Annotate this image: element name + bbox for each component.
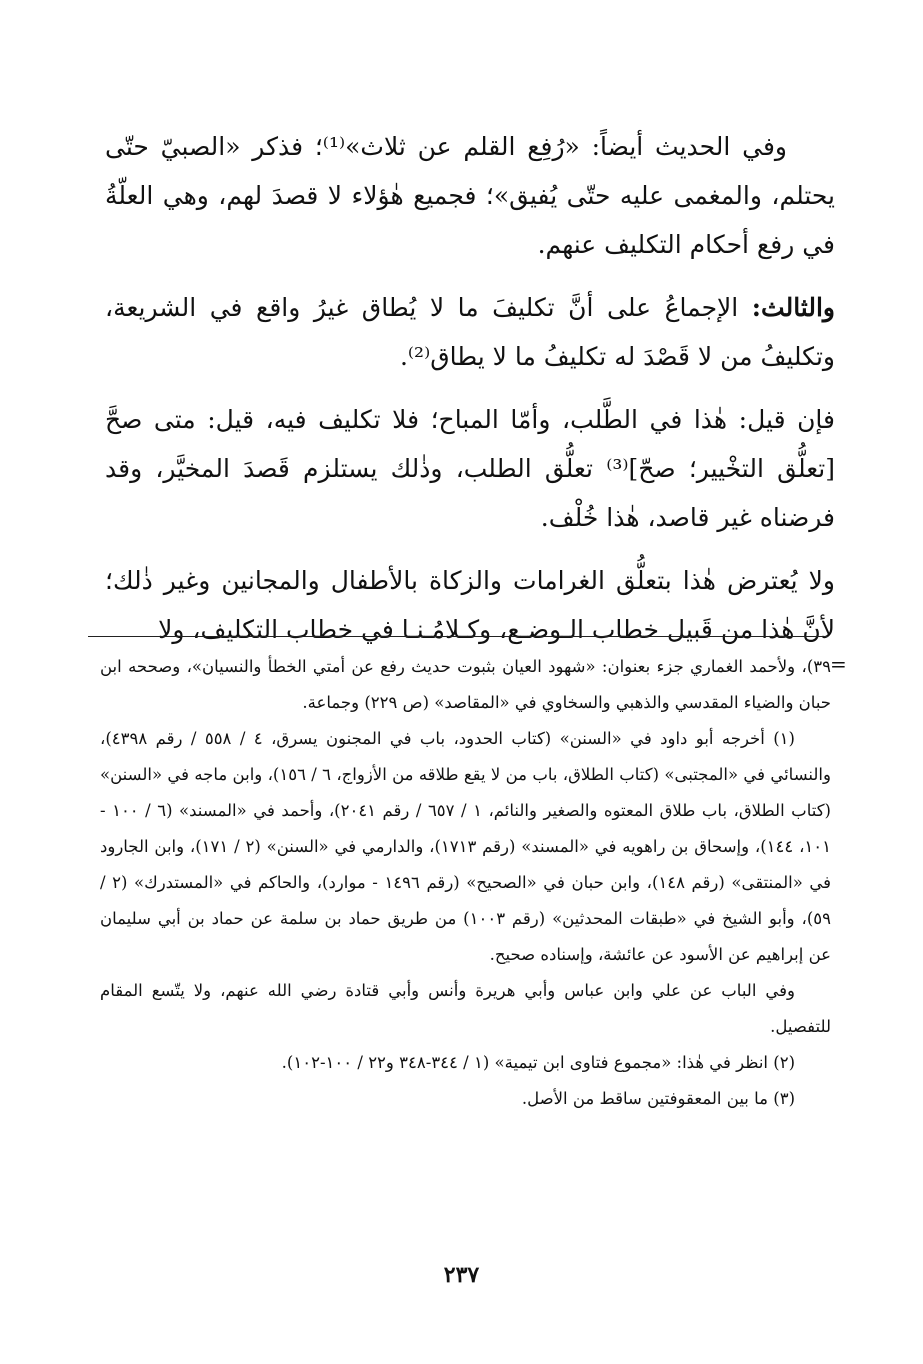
footnote-separator xyxy=(88,636,828,637)
paragraph-4: ولا يُعترض هٰذا بتعلُّق الغرامات والزكاة بالأطفال والمجانين وغير ذٰلك؛ لأنَّ هٰذا من قَبيل خطاب الـوضـع، وكـلامُـنـا في خطاب التكليف، ولا xyxy=(105,566,835,644)
footnotes xyxy=(100,649,831,1117)
paragraph-3: فإن قيل: هٰذا في الطَّلب، وأمّا المباح؛ فلا تكليف فيه، قيل: متى صحَّ [تعلُّق التخْيير؛ صحّ]⁽³⁾ تعلُّق الطلب، وذٰلك يستلزم قَصدَ المخيَّر، وقد فرضناه غير قاصد، هٰذا خُلْف. xyxy=(105,405,835,532)
footnote-1-extra: وفي الباب عن علي وابن عباس وأبي هريرة وأنس وأبي قتادة رضي الله عنهم، ولا يتّسع المقام للتفصيل. xyxy=(100,981,831,1036)
footnote-1: (١) أخرجه أبو داود في «السنن» (كتاب الحدود، باب في المجنون يسرق، ٤ / ٥٥٨ / رقم ٤٣٩٨)، والنسائي في «المجتبى» (كتاب الطلاق، باب من لا يقع طلاقه من الأزواج، ٦ / ١٥٦)، وابن ماجه في «السنن» (كتاب الطلاق، باب طلاق المعتوه والصغير والنائم، ١ / ٦٥٧ / رقم ٢٠٤١)، وأحمد في «المسند» (٦ / ١٠٠ - ١٠١، ١٤٤)، وإسحاق بن راهويه في «المسند» (رقم ١٧١٣)، والدارمي في «السنن» (٢ / ١٧١)، وابن الجارود في «المنتقى» (رقم ١٤٨)، وابن حبان في «الصحيح» (رقم ١٤٩٦ - موارد)، والحاكم في «المستدرك» (٢ / ٥٩)، وأبو الشيخ في «طبقات المحدثين» (رقم ١٠٠٣) من طريق حماد بن سلمة عن حماد بن أبي سليمان عن إبراهيم عن الأسود عن عائشة، وإسناده صحيح. xyxy=(100,729,831,964)
paragraph-2-lead: والثالث: xyxy=(751,293,835,322)
footnote-continued-mark: = xyxy=(830,652,847,676)
paragraph-1: وفي الحديث أيضاً: «رُفِع القلم عن ثلاث»⁽¹⁾؛ فذكر «الصبيّ حتّى يحتلم، والمغمى عليه حتّى يُفيق»؛ فجميع هٰؤلاء لا قصدَ لهم، وهي العلّةُ في رفع أحكام التكليف عنهم. xyxy=(105,132,835,259)
footnote-continuation: ٣٩)، ولأحمد الغماري جزء بعنوان: «شهود العيان بثبوت حديث رفع عن أمتي الخطأ والنسيان»، وصححه ابن حبان والضياء المقدسي والذهبي والسخاوي في «المقاصد» (ص ٢٢٩) وجماعة. xyxy=(100,657,831,712)
main-text xyxy=(105,122,835,668)
footnote-3: (٣) ما بين المعقوفتين ساقط من الأصل. xyxy=(521,1089,795,1108)
paragraph-2 xyxy=(105,283,835,381)
paragraph-2-body: الإجماعُ على أنَّ تكليفَ ما لا يُطاق غيرُ واقع في الشريعة، وتكليفُ من لا قَصْدَ له تكليفُ ما لا يطاق⁽²⁾. xyxy=(105,293,835,371)
page-number: ٢٣٧ xyxy=(443,1262,480,1288)
footnote-2: (٢) انظر في هٰذا: «مجموع فتاوى ابن تيمية» (١ / ٣٤٤-٣٤٨ و٢٢ / ١٠٠-١٠٢). xyxy=(281,1053,795,1072)
